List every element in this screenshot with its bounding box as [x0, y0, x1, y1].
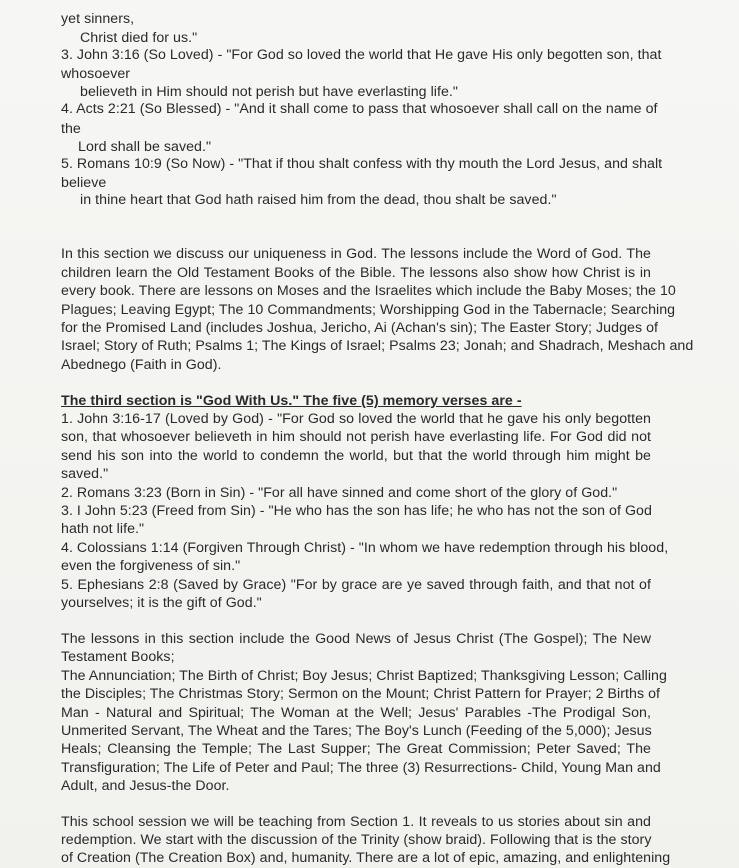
text-line: yourselves; it is the gift of God." [61, 595, 262, 611]
text-line: the [61, 121, 81, 137]
text-line: 4. Colossians 1:14 (Forgiven Through Christ) - "In whom we have redemption through his blood, [61, 540, 669, 556]
text-line: believe [61, 175, 107, 191]
text-line: Man - Natural and Spiritual; The Woman at the Well; Jesus' Parables -The Prodigal Son, [61, 705, 651, 721]
text-line: 2. Romans 3:23 (Born in Sin) - "For all have sinned and come short of the glory of God." [61, 485, 618, 501]
text-line: Unmerited Servant, The Wheat and the Tares; The Boy's Lunch (Feeding of the 5,000); Jesus [61, 723, 652, 739]
text-line: for the Promised Land (includes Joshua, Jericho, Ai (Achan's sin); The Easter Story; Judges of [61, 320, 659, 336]
text-line: Heals; Cleansing the Temple; The Last Supper; The Great Commission; Peter Saved; The [61, 741, 651, 757]
text-line: Transfiguration; The Life of Peter and Paul; The three (3) Resurrections- Child, Young Man and [61, 760, 661, 776]
text-line: saved." [61, 466, 109, 482]
text-line: This school session we will be teaching from Section 1. It reveals to us stories about sin and [61, 814, 651, 830]
text-line: hath not life." [61, 521, 145, 537]
text-line: 4. Acts 2:21 (So Blessed) - "And it shall come to pass that whosoever shall call on the name of [61, 101, 658, 117]
text-line: 1. John 3:16-17 (Loved by God) - "For God so loved the world that he gave his only begotten [61, 411, 651, 427]
text-line: Israel; Story of Ruth; Psalms 1; The Kings of Israel; Psalms 23; Jonah; and Shadrach, Meshach and [61, 338, 694, 354]
text-line: in thine heart that God hath raised him from the dead, thou shalt be saved." [80, 192, 557, 208]
text-line: Abednego (Faith in God). [61, 357, 222, 373]
text-line: Testament Books; [61, 649, 175, 665]
text-line: 3. John 3:16 (So Loved) - "For God so loved the world that He gave His only begotten son, that [61, 47, 662, 63]
text-line: son, that whosoever believeth in him should not perish have everlasting life. For God did not [61, 429, 651, 445]
text-line: children learn the Old Testament Books of the Bible. The lessons also show how Christ is in [61, 265, 651, 281]
text-line: every book. There are lessons on Moses and the Israelites which include the Baby Moses; the 10 [61, 283, 676, 299]
section-heading: The third section is "God With Us." The five (5) memory verses are - [61, 393, 522, 409]
text-line: The lessons in this section include the Good News of Jesus Christ (The Gospel); The New [61, 631, 651, 647]
text-line: send his son into the world to condemn the world, but that the world through him might be [61, 448, 651, 464]
text-line: 3. I John 5:23 (Freed from Sin) - "He who has the son has life; he who has not the son of God [61, 503, 652, 519]
text-line: the Disciples; The Christmas Story; Sermon on the Mount; Christ Pattern for Prayer; 2 Births of [61, 686, 661, 702]
text-line: yet sinners, [61, 11, 135, 27]
text-line: Plagues; Leaving Egypt; The 10 Commandments; Worshipping God in the Tabernacle; Searching [61, 302, 676, 318]
text-line: Lord shall be saved." [78, 139, 212, 155]
text-line: 5. Romans 10:9 (So Now) - "That if thou shalt confess with thy mouth the Lord Jesus, and shalt [61, 156, 663, 172]
text-line: even the forgiveness of sin." [61, 558, 241, 574]
text-line: Adult, and Jesus-the Door. [61, 778, 230, 794]
text-line: The Annunciation; The Birth of Christ; Boy Jesus; Christ Baptized; Thanksgiving Lesson; Calling [61, 668, 667, 684]
text-line: In this section we discuss our uniqueness in God. The lessons include the Word of God. The [61, 246, 651, 262]
text-line: of Creation (The Creation Box) and, humanity. There are a lot of epic, amazing, and enlightening [61, 850, 671, 866]
text-line: Christ died for us." [80, 30, 198, 46]
text-line: 5. Ephesians 2:8 (Saved by Grace) "For by grace are ye saved through faith, and that not of [61, 577, 651, 593]
text-line: whosoever [61, 66, 131, 82]
text-line: redemption. We start with the discussion of the Trinity (show braid). Following that is the story [61, 832, 652, 848]
text-line: believeth in Him should not perish but have everlasting life." [80, 84, 459, 100]
